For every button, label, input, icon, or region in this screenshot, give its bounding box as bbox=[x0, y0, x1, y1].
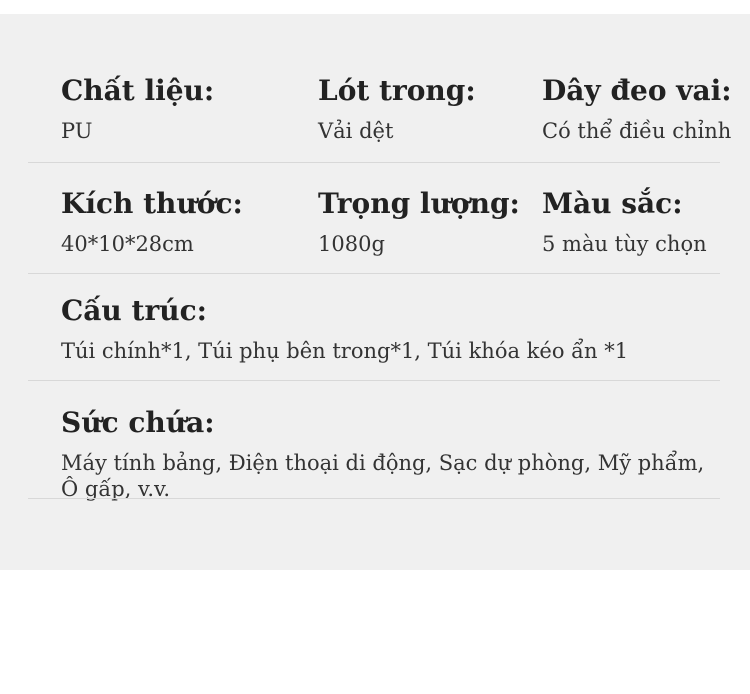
divider bbox=[28, 380, 720, 381]
spec-label: Sức chứa: bbox=[61, 406, 215, 439]
spec-color bbox=[542, 187, 707, 257]
spec-value: PU bbox=[61, 119, 93, 143]
divider bbox=[28, 498, 720, 499]
spec-label: Trọng lượng: bbox=[318, 187, 520, 220]
spec-value: 1080g bbox=[318, 232, 385, 256]
spec-label: Kích thước: bbox=[61, 187, 243, 220]
spec-value: Có thể điều chỉnh bbox=[542, 119, 732, 143]
spec-value: Túi chính*1, Túi phụ bên trong*1, Túi khóa kéo ẩn *1 bbox=[61, 339, 629, 363]
spec-value: Máy tính bảng, Điện thoại di động, Sạc dự phòng, Mỹ phẩm, Ô gấp, v.v. bbox=[61, 451, 705, 501]
spec-material bbox=[61, 74, 214, 144]
spec-capacity bbox=[61, 406, 721, 502]
spec-label: Dây đeo vai: bbox=[542, 74, 732, 107]
spec-weight bbox=[318, 187, 520, 257]
spec-structure bbox=[61, 294, 628, 364]
spec-lining bbox=[318, 74, 476, 144]
spec-label: Cấu trúc: bbox=[61, 294, 207, 327]
spec-value: 40*10*28cm bbox=[61, 232, 194, 256]
divider bbox=[28, 162, 720, 163]
spec-label: Chất liệu: bbox=[61, 74, 215, 107]
spec-value: 5 màu tùy chọn bbox=[542, 232, 707, 256]
spec-value: Vải dệt bbox=[318, 119, 394, 143]
spec-label: Lót trong: bbox=[318, 74, 476, 107]
divider bbox=[28, 273, 720, 274]
spec-label: Màu sắc: bbox=[542, 187, 683, 220]
spec-strap bbox=[542, 74, 732, 144]
spec-size bbox=[61, 187, 243, 257]
